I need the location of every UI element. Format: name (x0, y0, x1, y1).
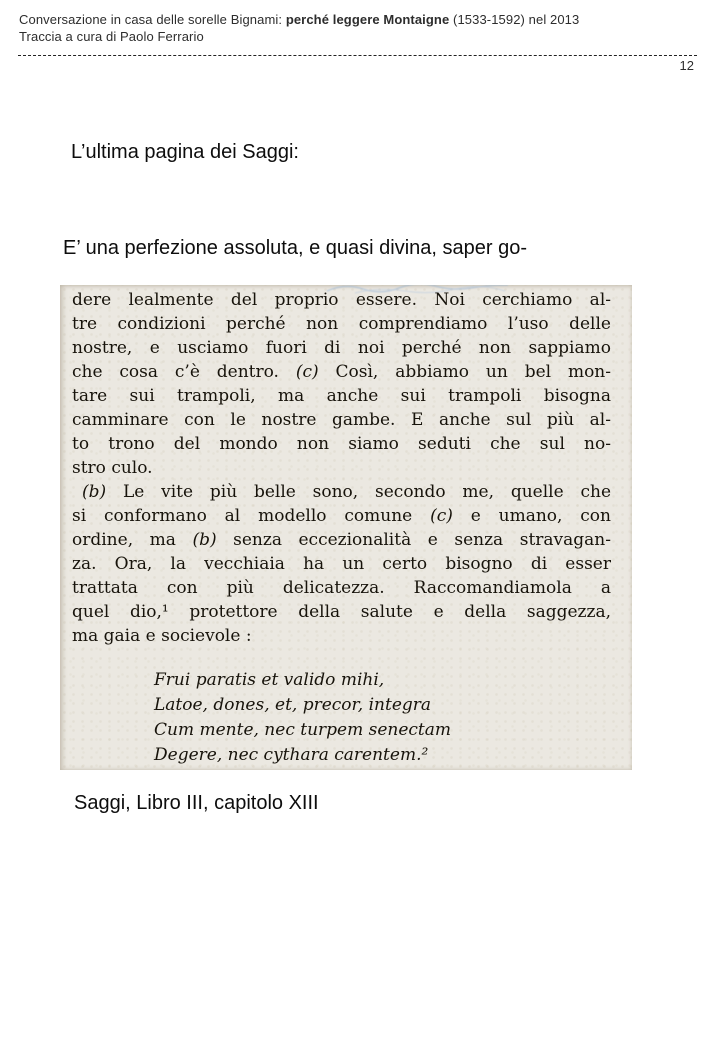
book-scan-image (60, 285, 632, 770)
scan-text-line: za. Ora, la vecchiaia ha un certo bisogno di esser (72, 554, 611, 574)
page-number: 12 (679, 58, 694, 73)
page-header (19, 11, 699, 45)
scan-text-line: ma gaia e socievole : (72, 626, 252, 646)
dashed-separator (18, 55, 697, 56)
scan-text-block (72, 288, 611, 648)
scan-text-line: che cosa c’è dentro. (c) Così, abbiamo un bel mon- (72, 362, 611, 382)
header-line-2: Traccia a cura di Paolo Ferrario (19, 29, 204, 44)
scan-text-line: dere lealmente del proprio essere. Noi cerchiamo al- (72, 290, 611, 310)
scan-text-line: tare sui trampoli, ma anche sui trampoli bisogna (72, 386, 611, 406)
verse-line: Degere, nec cythara carentem.² (154, 745, 429, 765)
scan-text-line: (b) Le vite più belle sono, secondo me, quelle che (82, 482, 611, 502)
scan-latin-verse (154, 668, 451, 768)
header-line-1 (19, 11, 699, 28)
scan-text-line: quel dio,¹ protettore della salute e della saggezza, (72, 602, 611, 622)
scan-text-line: si conformano al modello comune (c) e umano, con (72, 506, 611, 526)
verse-line: Cum mente, nec turpem senectam (154, 720, 452, 740)
scan-text-line: tre condizioni perché non comprendiamo l’uso delle (72, 314, 611, 334)
scan-text-line: ordine, ma (b) senza eccezionalità e senza stravagan- (72, 530, 611, 550)
section-title: L’ultima pagina dei Saggi: (71, 141, 299, 163)
source-caption: Saggi, Libro III, capitolo XIII (74, 792, 319, 814)
scan-text-line: to trono del mondo non siamo seduti che sul no- (72, 434, 611, 454)
header-line1-bold: perché leggere Montaigne (285, 12, 450, 27)
verse-line: Latoe, dones, et, precor, integra (154, 695, 432, 715)
header-line1-suffix: (1533-1592) nel 2013 (449, 12, 580, 27)
scan-text-line: camminare con le nostre gambe. E anche sul più al- (72, 410, 611, 430)
scan-text-line: trattata con più delicatezza. Raccomandiamola a (72, 578, 611, 598)
scan-text-line: nostre, e usciamo fuori di noi perché non sappiamo (72, 338, 611, 358)
verse-line: Frui paratis et valido mihi, (154, 670, 385, 690)
scan-text-line: stro culo. (72, 458, 153, 478)
lead-sentence: E’ una perfezione assoluta, e quasi divina, saper go- (63, 237, 527, 259)
header-line1-prefix: Conversazione in casa delle sorelle Bignami: (19, 12, 286, 27)
